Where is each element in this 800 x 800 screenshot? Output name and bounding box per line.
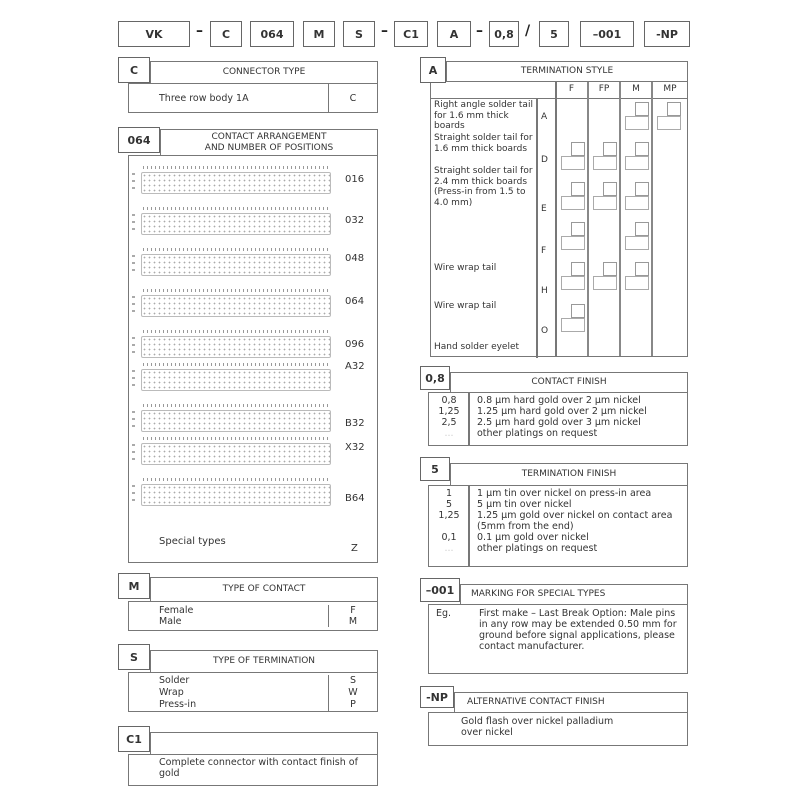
row-letters: [132, 214, 135, 234]
section-title: TERMINATION STYLE: [446, 61, 688, 81]
title-line: AND NUMBER OF POSITIONS: [204, 142, 334, 153]
example-label: Eg.: [436, 608, 452, 619]
terminal-drawing: [571, 142, 585, 156]
arrangement-code: 096: [345, 339, 365, 350]
row-description: Straight solder tail for 2.4 mm thick boards (Press-in from 1.5 to 4.0 mm): [434, 166, 533, 208]
section-title: CONTACT FINISH: [450, 372, 688, 392]
example-text: First make – Last Break Option: Male pins in any row may be extended 0.50 mm for ground before signal applications, please contact manufacturer.: [479, 608, 677, 652]
column-header: M: [632, 84, 640, 94]
terminal-drawing: [625, 196, 649, 210]
section-title: MARKING FOR SPECIAL TYPES: [460, 584, 688, 604]
pn-segment-termination-type: S: [343, 21, 375, 47]
pin-layout-diagram: [141, 172, 331, 194]
row-letters: [132, 296, 135, 316]
section-finish-c1: [118, 726, 378, 788]
section-tag: 0,8: [420, 366, 450, 390]
pn-segment-finish: C1: [394, 21, 428, 47]
section-termination-style: [420, 57, 688, 357]
row-code: S: [328, 675, 377, 687]
section-tag: 064: [118, 127, 160, 153]
pin-layout-diagram: [141, 295, 331, 317]
finish-description: 0.8 µm hard gold over 2 µm nickel: [477, 395, 641, 406]
terminal-drawing: [625, 276, 649, 290]
terminal-drawing: [625, 236, 649, 250]
title-line: CONTACT ARRANGEMENT: [211, 131, 327, 142]
list-item: [129, 675, 377, 687]
section-title: [150, 732, 378, 754]
row-letters: [132, 255, 135, 275]
pn-separator: /: [525, 23, 531, 39]
row-description: Press-in: [159, 699, 197, 710]
section-tag: –001: [420, 578, 460, 602]
arrangement-code: 048: [345, 253, 365, 264]
column-divider: [587, 82, 589, 356]
row-description: Straight solder tail for 1.6 mm thick boards: [434, 133, 533, 154]
list-item: [129, 687, 377, 699]
pin-number-ticks: [143, 289, 329, 292]
finish-description: 1.25 µm gold over nickel on contact area (5mm from the end): [477, 510, 673, 532]
arrangement-code: 032: [345, 215, 365, 226]
row-description: Female: [159, 605, 194, 616]
terminal-drawing: [635, 182, 649, 196]
arrangement-code: B64: [345, 493, 365, 504]
row-code: C: [328, 84, 377, 112]
pn-segment-contact-type: M: [303, 21, 335, 47]
column-divider: [651, 82, 653, 356]
pn-segment-arrangement: 064: [250, 21, 294, 47]
pn-segment-termination-finish: 5: [539, 21, 569, 47]
finish-description: 1 µm tin over nickel on press-in area: [477, 488, 652, 499]
column-divider: [468, 486, 470, 566]
section-tag: -NP: [420, 686, 454, 708]
pin-layout-diagram: [141, 443, 331, 465]
terminal-drawing: [571, 304, 585, 318]
terminal-drawing: [635, 262, 649, 276]
section-body: [430, 81, 688, 357]
row-code: M: [328, 616, 377, 627]
finish-code: ...: [444, 428, 454, 439]
column-header: F: [568, 84, 575, 94]
pin-number-ticks: [143, 404, 329, 407]
pn-segment-alt-finish: -NP: [644, 21, 690, 47]
arrangement-code: 064: [345, 296, 365, 307]
section-body: [128, 601, 378, 631]
section-body: Complete connector with contact finish of gold: [128, 754, 378, 786]
finish-description: other platings on request: [477, 543, 598, 554]
row-description: Male: [159, 616, 182, 627]
pin-layout-diagram: [141, 213, 331, 235]
section-body: [428, 392, 688, 446]
finish-code: 5: [445, 499, 453, 510]
pin-layout-diagram: [141, 336, 331, 358]
pn-separator: –: [196, 23, 203, 39]
arrangement-code: B32: [345, 418, 365, 429]
section-body: [128, 672, 378, 712]
row-code: P: [328, 699, 377, 711]
pin-number-ticks: [143, 330, 329, 333]
terminal-drawing: [635, 102, 649, 116]
section-body: [428, 485, 688, 567]
finish-description: 2.5 µm hard gold over 3 µm nickel: [477, 417, 641, 428]
section-type-of-termination: [118, 644, 378, 716]
finish-description: 5 µm tin over nickel: [477, 499, 572, 510]
section-tag: C: [118, 57, 150, 83]
pn-segment-special: –001: [580, 21, 634, 47]
terminal-drawing: [593, 156, 617, 170]
pin-number-ticks: [143, 207, 329, 210]
pin-number-ticks: [143, 248, 329, 251]
arrangement-code: 016: [345, 174, 365, 185]
pn-segment-termination-style: A: [437, 21, 471, 47]
terminal-drawing: [625, 156, 649, 170]
section-title: TYPE OF TERMINATION: [150, 650, 378, 672]
terminal-drawing: [593, 196, 617, 210]
list-item: [129, 605, 377, 616]
finish-code: 2,5: [441, 417, 457, 428]
pn-segment-series: VK: [118, 21, 190, 47]
section-special-marking: [420, 578, 688, 676]
pin-layout-diagram: [141, 369, 331, 391]
row-description: Right angle solder tail for 1.6 mm thick boards: [434, 100, 533, 131]
terminal-drawing: [603, 262, 617, 276]
terminal-drawing: [603, 182, 617, 196]
section-tag: S: [118, 644, 150, 670]
row-description: Hand solder eyelet: [434, 342, 520, 352]
row-description: Solder: [159, 675, 190, 686]
pin-layout-diagram: [141, 484, 331, 506]
pn-separator: –: [476, 23, 483, 39]
section-title: CONNECTOR TYPE: [150, 61, 378, 83]
column-divider: [555, 82, 557, 356]
row-code: E: [541, 204, 547, 214]
section-tag: M: [118, 573, 150, 599]
row-description: Wire wrap tail: [434, 263, 497, 273]
column-divider: [468, 393, 470, 445]
finish-code: 1,25: [438, 406, 460, 417]
pin-number-ticks: [143, 363, 329, 366]
pn-separator: –: [381, 23, 388, 39]
finish-code: ...: [444, 543, 454, 554]
section-contact-finish: [420, 366, 688, 448]
column-header: FP: [598, 84, 610, 94]
finish-code: 0,1: [441, 532, 457, 543]
row-letters: [132, 337, 135, 357]
terminal-drawing: [561, 318, 585, 332]
section-tag: A: [420, 57, 446, 83]
row-code: D: [541, 155, 548, 165]
terminal-drawing: [571, 222, 585, 236]
row-letters: [132, 411, 135, 431]
pin-number-ticks: [143, 437, 329, 440]
finish-code: 1: [445, 488, 453, 499]
row-code: A: [541, 112, 548, 122]
terminal-drawing: [561, 156, 585, 170]
row-code: F: [541, 246, 547, 256]
row-letters: [132, 444, 135, 464]
finish-description: 0.1 µm gold over nickel: [477, 532, 589, 543]
section-title: TYPE OF CONTACT: [150, 577, 378, 601]
row-code: O: [541, 326, 549, 336]
terminal-drawing: [593, 276, 617, 290]
terminal-drawing: [571, 182, 585, 196]
row-description: Three row body 1A: [159, 92, 249, 104]
section-title: ALTERNATIVE CONTACT FINISH: [454, 692, 688, 712]
section-contact-arrangement: [118, 127, 378, 563]
section-connector-type: [118, 57, 378, 117]
terminal-drawing: [561, 276, 585, 290]
finish-description: other platings on request: [477, 428, 598, 439]
terminal-drawing: [561, 196, 585, 210]
section-alt-finish: [420, 686, 688, 748]
list-item: [129, 699, 377, 711]
pin-layout-diagram: [141, 410, 331, 432]
finish-code: 0,8: [441, 395, 457, 406]
column-header: MP: [663, 84, 677, 94]
finish-code: 1,25: [438, 510, 460, 521]
arrangement-code: A32: [345, 361, 365, 372]
pin-layout-diagram: [141, 254, 331, 276]
terminal-drawing: [603, 142, 617, 156]
finish-description: 1.25 µm hard gold over 2 µm nickel: [477, 406, 647, 417]
terminal-drawing: [667, 102, 681, 116]
section-body: Gold flash over nickel palladium over nickel: [428, 712, 688, 746]
terminal-drawing: [635, 222, 649, 236]
special-types-code: Z: [351, 543, 358, 554]
section-type-of-contact: [118, 573, 378, 635]
terminal-drawing: [561, 236, 585, 250]
section-tag: C1: [118, 726, 150, 752]
row-code: F: [328, 605, 377, 616]
terminal-drawing: [571, 262, 585, 276]
section-title: [160, 129, 378, 155]
column-divider: [619, 82, 621, 356]
pin-number-ticks: [143, 478, 329, 481]
list-item: [129, 616, 377, 627]
terminal-drawing: [657, 116, 681, 130]
section-body: [128, 83, 378, 113]
row-letters: [132, 173, 135, 193]
special-types-label: Special types: [159, 536, 226, 547]
column-divider: [536, 98, 538, 358]
section-termination-finish: [420, 457, 688, 569]
row-code: W: [328, 687, 377, 699]
row-letters: [132, 370, 135, 390]
row-code: H: [541, 286, 548, 296]
section-body: [128, 155, 378, 563]
row-description: Wrap: [159, 687, 184, 698]
section-body: [428, 604, 688, 674]
terminal-drawing: [635, 142, 649, 156]
row-description: Wire wrap tail: [434, 301, 497, 311]
terminal-drawing: [625, 116, 649, 130]
section-tag: 5: [420, 457, 450, 481]
section-title: TERMINATION FINISH: [450, 463, 688, 485]
list-item: [129, 84, 377, 112]
pn-segment-connector-type: C: [210, 21, 242, 47]
arrangement-code: X32: [345, 442, 365, 453]
row-letters: [132, 485, 135, 505]
pn-segment-contact-finish: 0,8: [489, 21, 519, 47]
pin-number-ticks: [143, 166, 329, 169]
